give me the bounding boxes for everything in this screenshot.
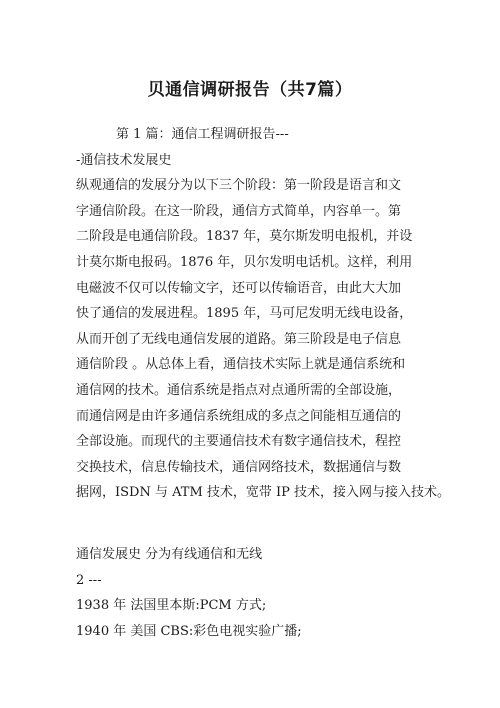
paragraph-line: 通信网的技术。通信系统是指点对点通所需的全部设施， xyxy=(76,382,402,398)
paragraph-line: 二阶段是电通信阶段。1837 年，莫尔斯发明电报机，并设 xyxy=(76,229,413,245)
paragraph-line: 通信阶段 。从总体上看，通信技术实际上就是通信系统和 xyxy=(76,357,406,373)
paragraph-line: 交换技术，信息传输技术，通信网络技术，数据通信与数 xyxy=(76,459,402,475)
section-heading: 通信发展史 分为有线通信和无线 xyxy=(76,547,263,562)
paragraph-line: 从而开创了无线电通信发展的道路。第三阶段是电子信息 xyxy=(76,331,402,347)
paragraph-line: 全部设施。而现代的主要通信技术有数字通信技术，程控 xyxy=(76,434,402,450)
history-section xyxy=(76,542,436,644)
paragraph-line: 据网，ISDN 与 ATM 技术，宽带 IP 技术，接入网与接入技术。 xyxy=(76,485,451,501)
chapter-heading: 第 1 篇：通信工程调研报告--- xyxy=(116,127,289,142)
document-body xyxy=(76,122,451,506)
chapter-subheading: -通信技术发展史 xyxy=(76,152,172,168)
section-number: 2 --- xyxy=(76,572,102,588)
document-title: 贝通信调研报告（共7篇） xyxy=(147,80,353,100)
paragraph-line: 纵观通信的发展分为以下三个阶段：第一阶段是语言和文 xyxy=(76,178,402,194)
paragraph-line: 字通信阶段。在这一阶段，通信方式简单，内容单一。第 xyxy=(76,203,402,219)
paragraph-line: 快了通信的发展进程。1895 年，马可尼发明无线电设备， xyxy=(76,306,413,322)
paragraph-line: 而通信网是由许多通信系统组成的多点之间能相互通信的 xyxy=(76,408,402,424)
timeline-entry: 1940 年 美国 CBS:彩色电视实验广播; xyxy=(76,623,302,639)
timeline-entry: 1938 年 法国里本斯:PCM 方式; xyxy=(76,598,267,614)
paragraph-line: 电磁波不仅可以传输文字，还可以传输语音，由此大大加 xyxy=(76,280,402,296)
paragraph-line: 计莫尔斯电报码。1876 年，贝尔发明电话机。这样，利用 xyxy=(76,254,413,270)
